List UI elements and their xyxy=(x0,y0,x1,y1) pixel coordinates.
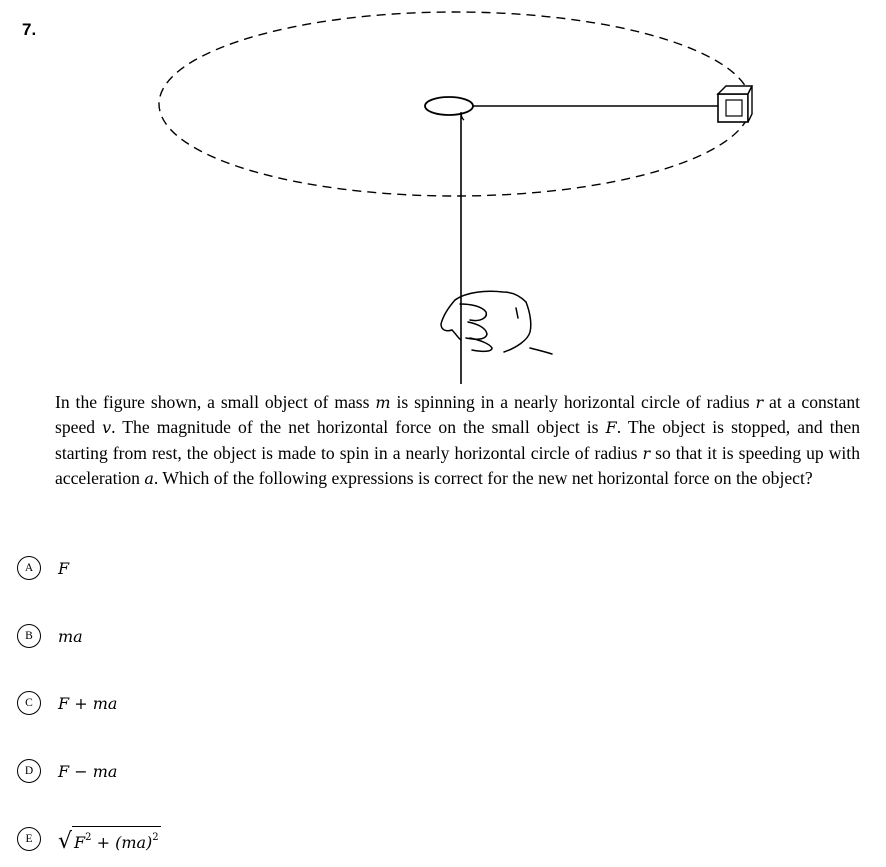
option-b-bubble[interactable]: B xyxy=(17,624,41,648)
circular-motion-figure xyxy=(0,0,886,390)
var-m: m xyxy=(375,393,391,412)
option-e-bubble[interactable]: E xyxy=(17,827,41,851)
option-c-bubble[interactable]: C xyxy=(17,691,41,715)
question-number: 7. xyxy=(22,20,37,39)
option-b-expression: ma xyxy=(58,626,83,646)
ring xyxy=(425,97,473,115)
var-F: F xyxy=(605,418,617,438)
option-a-expression: F xyxy=(58,558,70,578)
option-a-bubble[interactable]: A xyxy=(17,556,41,580)
question-stem: In the figure shown, a small object of mass m is spinning in a nearly horizontal circle of radius r at a constant speed v. The magnitude of the net horizontal force on the small object is F. The object is stopped, and then starting from rest, the object is made to spin in a nearly horizontal circle of radius r so that it is speeding up with acceleration a. Which of the following expressions is correct for the new net horizontal force on the object? xyxy=(55,392,861,489)
var-r: r xyxy=(755,393,764,412)
option-e-expression xyxy=(58,826,161,852)
hand-icon xyxy=(441,291,552,354)
option-e[interactable] xyxy=(17,826,161,852)
var-a: a xyxy=(144,469,154,489)
option-c[interactable] xyxy=(17,690,117,716)
option-a[interactable] xyxy=(17,555,69,581)
option-d-bubble[interactable]: D xyxy=(17,759,41,783)
block-icon xyxy=(718,86,752,122)
option-d[interactable] xyxy=(17,758,117,784)
option-c-expression: F + ma xyxy=(58,693,118,713)
option-b[interactable] xyxy=(17,623,83,649)
var-v: v xyxy=(102,418,112,438)
square-root: √ $F^2 + (ma)^2$ xyxy=(58,826,161,852)
option-d-expression: F − ma xyxy=(58,761,118,781)
var-r: r xyxy=(642,443,651,463)
